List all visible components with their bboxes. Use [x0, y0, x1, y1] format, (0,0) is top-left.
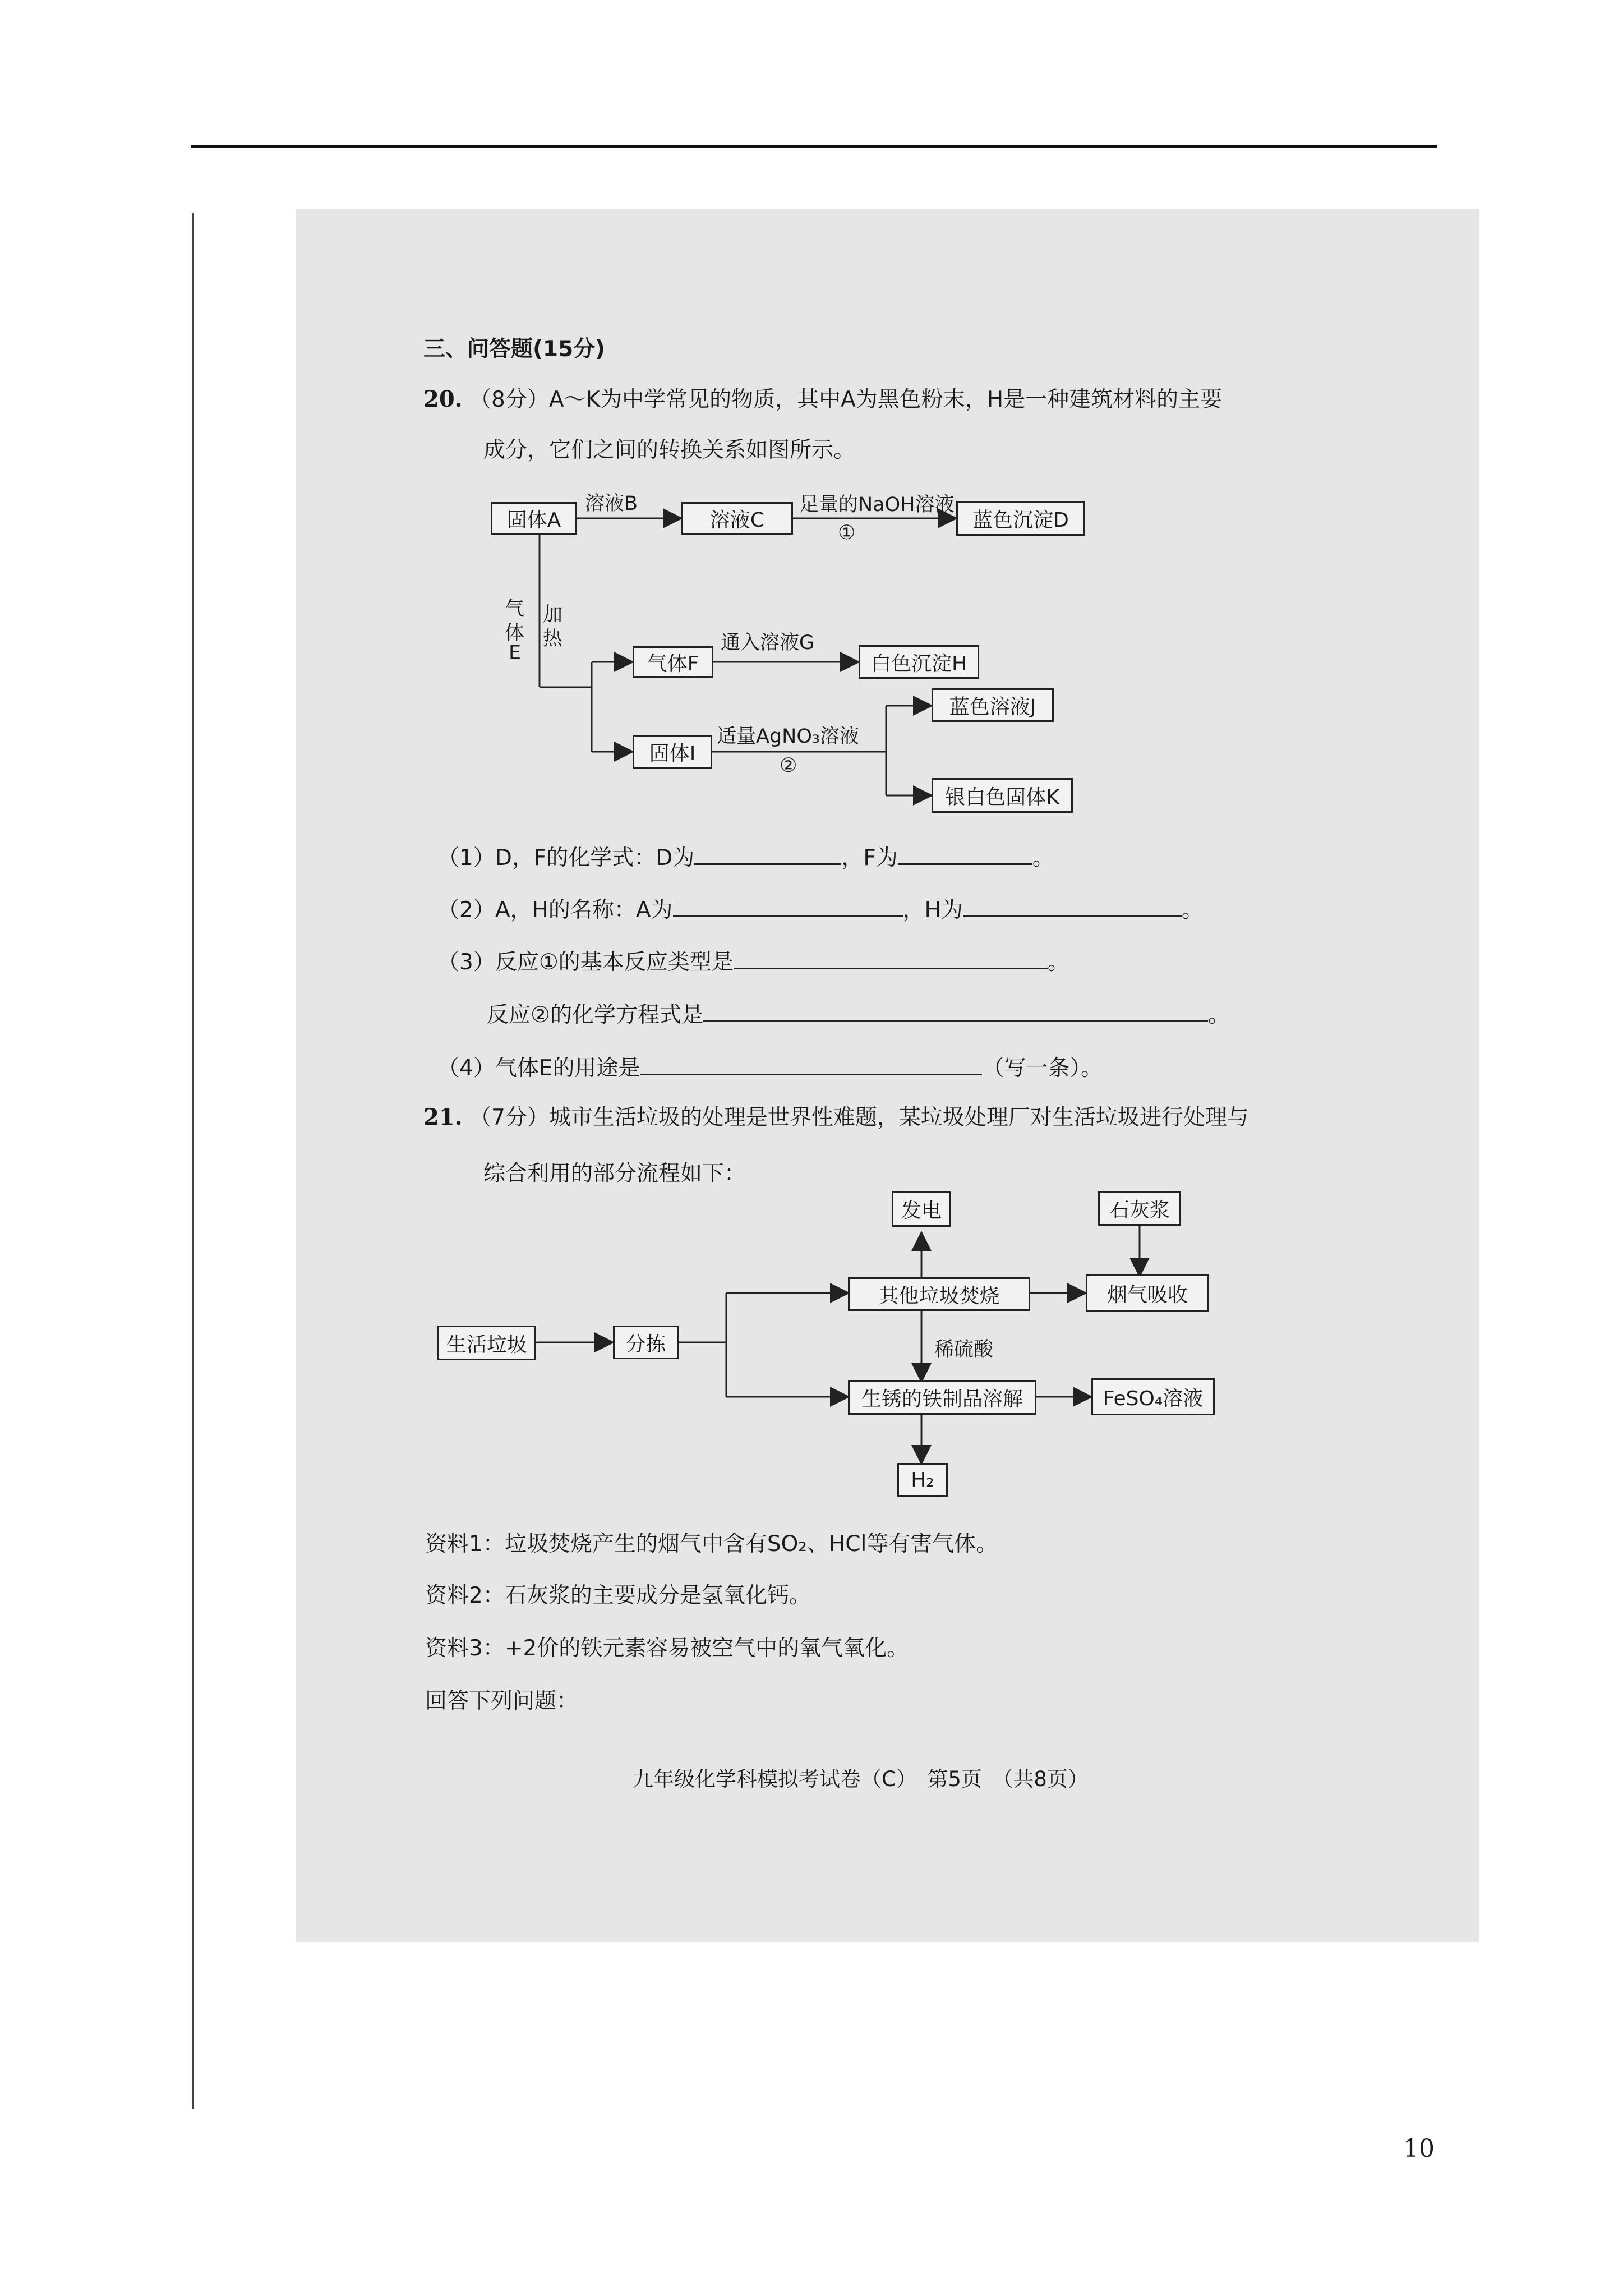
q20-sub4-text: （4）气体E的用途是 [437, 1056, 640, 1081]
label-into-g: 通入溶液G [721, 632, 815, 654]
label-circle-2: ② [780, 754, 797, 777]
label-naoh: 足量的NaOH溶液 [799, 494, 955, 516]
node-power: 发电 [892, 1191, 951, 1227]
q21-line2: 综合利用的部分流程如下： [483, 1161, 746, 1186]
q20-sub4-end: （写一条）。 [982, 1056, 1103, 1081]
q20-number: 20. [423, 386, 463, 412]
section-title: 三、问答题(15分) [423, 337, 605, 362]
q21-text: （7分）城市生活垃圾的处理是世界性难题，某垃圾处理厂对生活垃圾进行处理与 [469, 1105, 1249, 1130]
node-sort: 分拣 [613, 1326, 679, 1359]
node-silver-solid-k: 银白色固体K [932, 778, 1073, 813]
q20-sub3b-text: 反应②的化学方程式是 [487, 1002, 703, 1028]
q20-line2: 成分，它们之间的转换关系如图所示。 [483, 438, 856, 463]
node-solid-i: 固体I [633, 735, 712, 769]
label-circle-1: ① [838, 522, 856, 544]
node-flue-absorption: 烟气吸收 [1086, 1274, 1209, 1312]
page-number: 10 [1403, 2134, 1435, 2163]
node-blue-precipitate-d: 蓝色沉淀D [956, 501, 1085, 536]
q21-number: 21. [423, 1104, 463, 1130]
label-solution-b: 溶液B [585, 493, 638, 515]
node-lime-slurry: 石灰浆 [1098, 1191, 1181, 1226]
node-gas-f: 气体F [633, 646, 713, 678]
q20-sub1-text-a: （1）D，F的化学式：D为 [437, 845, 695, 871]
q20-sub1-end: 。 [1032, 845, 1054, 871]
label-agno3: 适量AgNO₃溶液 [717, 725, 859, 748]
info-2: 资料2：石灰浆的主要成分是氢氧化钙。 [425, 1583, 811, 1608]
node-incinerate: 其他垃圾焚烧 [848, 1277, 1030, 1311]
label-dilute-acid: 稀硫酸 [934, 1338, 994, 1361]
node-white-precipitate-h: 白色沉淀H [859, 645, 979, 679]
label-heat-1: 加 [543, 604, 563, 626]
answer-prompt: 回答下列问题： [425, 1688, 579, 1714]
info-1: 资料1：垃圾焚烧产生的烟气中含有SO₂、HCl等有害气体。 [425, 1531, 998, 1557]
node-solution-c: 溶液C [681, 502, 793, 535]
node-h2: H₂ [897, 1463, 948, 1497]
node-dissolve-iron: 生锈的铁制品溶解 [848, 1380, 1036, 1415]
q20-sub2-end: 。 [1181, 898, 1204, 923]
label-gas-e-1: 气 [505, 598, 525, 620]
node-solid-a: 固体A [491, 502, 577, 535]
q20-sub3-text: （3）反应①的基本反应类型是 [437, 950, 734, 975]
label-gas-e-3: E [509, 642, 522, 664]
label-gas-e-2: 体 [505, 622, 525, 645]
q20-sub2-text-b: ，H为 [902, 898, 963, 923]
label-heat-2: 热 [543, 628, 563, 650]
node-waste: 生活垃圾 [437, 1326, 536, 1360]
page-footer: 九年级化学科模拟考试卷（C） 第5页 （共8页） [633, 1767, 1089, 1791]
node-blue-solution-j: 蓝色溶液J [932, 688, 1054, 722]
info-3: 资料3：+2价的铁元素容易被空气中的氧气氧化。 [425, 1636, 909, 1661]
q20-text: （8分）A～K为中学常见的物质，其中A为黑色粉末，H是一种建筑材料的主要 [469, 387, 1223, 412]
node-feso4: FeSO₄溶液 [1091, 1378, 1215, 1415]
q20-sub1-text-b: ，F为 [841, 845, 898, 871]
q20-sub3-end: 。 [1047, 950, 1069, 975]
q20-sub3b-end: 。 [1207, 1002, 1230, 1028]
q20-sub2-text-a: （2）A，H的名称：A为 [437, 898, 673, 923]
